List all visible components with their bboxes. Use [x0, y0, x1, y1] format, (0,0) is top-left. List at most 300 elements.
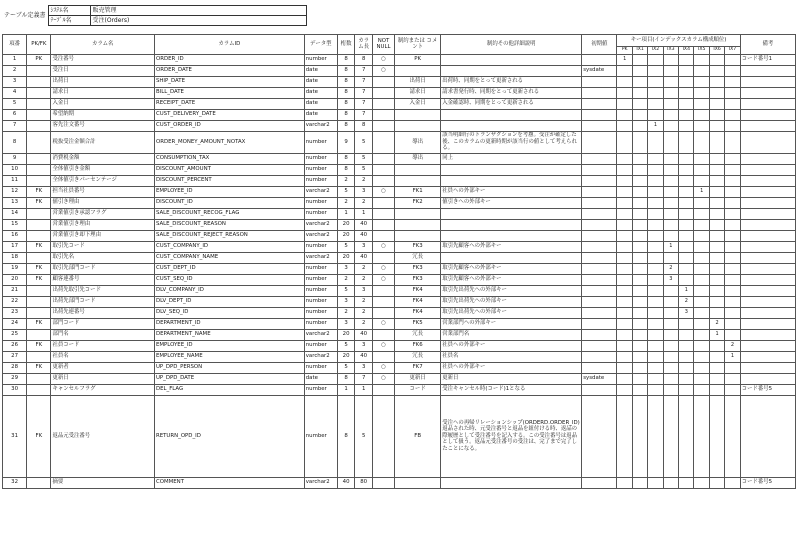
cell-width: 2 [355, 197, 373, 208]
cell-no: 32 [3, 477, 27, 488]
cell-key-ix4 [679, 197, 694, 208]
cell-key-ix2 [648, 175, 663, 186]
cell-column-id: DISCOUNT_AMOUNT [154, 164, 304, 175]
cell-key-ix7 [725, 98, 740, 109]
cell-column-id: DEPARTMENT_NAME [154, 329, 304, 340]
cell-digits: 3 [337, 263, 355, 274]
cell-not-null [372, 208, 394, 219]
cell-key-ix2 [648, 340, 663, 351]
cell-digits: 5 [337, 340, 355, 351]
cell-column-id: CUST_DELIVERY_DATE [154, 109, 304, 120]
cell-column-name: 部門名 [51, 329, 155, 340]
cell-initial [582, 274, 617, 285]
cell-key-ix5 [694, 164, 709, 175]
cell-column-name: 更新日 [51, 373, 155, 384]
cell-digits: 8 [337, 98, 355, 109]
cell-key-ix2 [648, 87, 663, 98]
cell-key-pk [617, 230, 632, 241]
cell-key-ix5 [694, 307, 709, 318]
cell-column-name: 営業値引き却下理由 [51, 230, 155, 241]
sheet-header [2, 5, 307, 26]
cell-basis: 更新日 [395, 373, 441, 384]
cell-key-ix6 [709, 131, 724, 153]
cell-key-ix6 [709, 252, 724, 263]
cell-basis: FK3 [395, 274, 441, 285]
header-key-ix3: IX3 [663, 47, 678, 55]
cell-key-ix2 [648, 164, 663, 175]
cell-basis: FK4 [395, 307, 441, 318]
cell-key-ix3: 1 [663, 241, 678, 252]
cell-data-type: date [304, 373, 337, 384]
cell-key-ix6 [709, 296, 724, 307]
table-row [3, 241, 796, 252]
cell-width: 8 [355, 120, 373, 131]
cell-key-ix5 [694, 384, 709, 395]
cell-description [441, 54, 582, 65]
cell-width: 80 [355, 477, 373, 488]
cell-not-null [372, 384, 394, 395]
cell-initial [582, 340, 617, 351]
cell-remarks [740, 164, 795, 175]
cell-data-type: number [304, 384, 337, 395]
cell-remarks [740, 120, 795, 131]
cell-key-ix2 [648, 219, 663, 230]
cell-key-ix5 [694, 340, 709, 351]
cell-column-id: DISCOUNT_ID [154, 197, 304, 208]
cell-key-ix4 [679, 395, 694, 477]
cell-key-pk [617, 263, 632, 274]
cell-column-id: UP_DPD_PERSON [154, 362, 304, 373]
header-description: 制約その他詳細説明 [441, 35, 582, 55]
cell-basis [395, 120, 441, 131]
cell-width: 7 [355, 373, 373, 384]
cell-digits: 5 [337, 362, 355, 373]
cell-key-ix1 [632, 98, 647, 109]
cell-pkfk: FK [27, 274, 51, 285]
cell-digits: 8 [337, 54, 355, 65]
cell-key-ix6 [709, 384, 724, 395]
cell-pkfk [27, 329, 51, 340]
cell-key-ix2 [648, 186, 663, 197]
cell-key-ix7 [725, 120, 740, 131]
cell-basis: 冗長 [395, 351, 441, 362]
cell-key-ix7 [725, 54, 740, 65]
cell-column-name: 取引先部門コード [51, 263, 155, 274]
cell-no: 9 [3, 153, 27, 164]
cell-column-name: 返品元受注番号 [51, 395, 155, 477]
cell-key-ix6 [709, 477, 724, 488]
cell-key-ix1 [632, 186, 647, 197]
cell-no: 16 [3, 230, 27, 241]
cell-key-pk [617, 197, 632, 208]
cell-column-id: CUST_COMPANY_ID [154, 241, 304, 252]
cell-basis [395, 164, 441, 175]
cell-key-ix2 [648, 477, 663, 488]
cell-digits: 40 [337, 477, 355, 488]
system-name-label: ｼｽﾃﾑ名 [48, 6, 90, 16]
table-row [3, 186, 796, 197]
cell-key-ix5 [694, 109, 709, 120]
cell-key-ix3 [663, 340, 678, 351]
cell-basis: 出荷日 [395, 76, 441, 87]
cell-not-null [372, 395, 394, 477]
cell-initial [582, 197, 617, 208]
cell-remarks [740, 208, 795, 219]
cell-column-name: 営業値引き承認フラグ [51, 208, 155, 219]
cell-initial [582, 318, 617, 329]
table-row [3, 164, 796, 175]
cell-description [441, 208, 582, 219]
cell-remarks [740, 197, 795, 208]
cell-no: 23 [3, 307, 27, 318]
cell-key-ix4 [679, 318, 694, 329]
cell-key-ix5 [694, 54, 709, 65]
cell-key-ix4 [679, 373, 694, 384]
table-row [3, 329, 796, 340]
cell-initial [582, 395, 617, 477]
cell-no: 13 [3, 197, 27, 208]
cell-pkfk [27, 164, 51, 175]
cell-not-null [372, 120, 394, 131]
cell-key-ix2 [648, 329, 663, 340]
header-basis: 制約または コメント [395, 35, 441, 55]
cell-key-pk [617, 274, 632, 285]
cell-key-ix4 [679, 384, 694, 395]
cell-column-name: 出荷日 [51, 76, 155, 87]
cell-description: 出荷時、同期をとって更新される [441, 76, 582, 87]
cell-key-ix5 [694, 362, 709, 373]
cell-digits: 1 [337, 384, 355, 395]
cell-width: 2 [355, 274, 373, 285]
cell-remarks [740, 87, 795, 98]
cell-key-ix7 [725, 373, 740, 384]
cell-not-null: ○ [372, 263, 394, 274]
cell-key-ix1 [632, 65, 647, 76]
cell-basis [395, 219, 441, 230]
cell-key-ix4 [679, 164, 694, 175]
cell-data-type: number [304, 54, 337, 65]
cell-key-ix7: 1 [725, 351, 740, 362]
cell-pkfk: FK [27, 340, 51, 351]
cell-key-ix4 [679, 131, 694, 153]
cell-key-ix3 [663, 329, 678, 340]
cell-key-ix4 [679, 208, 694, 219]
cell-key-ix6 [709, 241, 724, 252]
cell-width: 5 [355, 395, 373, 477]
cell-basis: FK6 [395, 340, 441, 351]
cell-key-ix7 [725, 164, 740, 175]
cell-key-ix3 [663, 307, 678, 318]
cell-no: 4 [3, 87, 27, 98]
cell-pkfk [27, 65, 51, 76]
cell-key-ix6 [709, 153, 724, 164]
cell-key-ix7 [725, 477, 740, 488]
cell-column-id: CUST_SEQ_ID [154, 274, 304, 285]
table-row [3, 384, 796, 395]
cell-digits: 8 [337, 164, 355, 175]
cell-data-type: varchar2 [304, 477, 337, 488]
cell-pkfk [27, 208, 51, 219]
cell-key-ix6: 2 [709, 318, 724, 329]
cell-column-name: 消費税金額 [51, 153, 155, 164]
cell-column-name: 担当社員番号 [51, 186, 155, 197]
cell-key-ix2 [648, 54, 663, 65]
cell-no: 22 [3, 296, 27, 307]
cell-width: 3 [355, 285, 373, 296]
cell-basis: 冗長 [395, 252, 441, 263]
table-row [3, 340, 796, 351]
cell-data-type: date [304, 87, 337, 98]
cell-column-id: RECEIPT_DATE [154, 98, 304, 109]
cell-key-ix7 [725, 307, 740, 318]
cell-key-ix5 [694, 131, 709, 153]
cell-key-ix6 [709, 175, 724, 186]
cell-initial [582, 241, 617, 252]
cell-key-ix5 [694, 477, 709, 488]
cell-key-ix4 [679, 340, 694, 351]
cell-key-pk [617, 87, 632, 98]
cell-width: 3 [355, 241, 373, 252]
table-row [3, 197, 796, 208]
cell-initial: sysdate [582, 65, 617, 76]
cell-basis: PK [395, 54, 441, 65]
cell-key-ix3 [663, 219, 678, 230]
cell-key-ix1 [632, 208, 647, 219]
header-no: 項番 [3, 35, 27, 55]
cell-basis: FK7 [395, 362, 441, 373]
cell-key-ix6 [709, 76, 724, 87]
cell-key-ix6 [709, 307, 724, 318]
cell-initial [582, 384, 617, 395]
cell-key-ix2 [648, 351, 663, 362]
cell-basis: FK5 [395, 318, 441, 329]
cell-width: 7 [355, 98, 373, 109]
cell-basis: FK4 [395, 296, 441, 307]
cell-width: 40 [355, 252, 373, 263]
table-row [3, 208, 796, 219]
cell-remarks [740, 186, 795, 197]
cell-digits: 3 [337, 296, 355, 307]
cell-key-ix7 [725, 131, 740, 153]
cell-pkfk [27, 153, 51, 164]
cell-digits: 8 [337, 120, 355, 131]
cell-key-ix5 [694, 274, 709, 285]
cell-pkfk [27, 98, 51, 109]
cell-initial [582, 109, 617, 120]
cell-column-id: EMPLOYEE_ID [154, 340, 304, 351]
cell-key-ix5 [694, 208, 709, 219]
header-key-ix7: IX7 [725, 47, 740, 55]
cell-basis: 導出 [395, 153, 441, 164]
cell-key-ix3 [663, 76, 678, 87]
cell-pkfk [27, 87, 51, 98]
cell-key-ix2 [648, 98, 663, 109]
cell-key-pk [617, 241, 632, 252]
cell-key-ix1 [632, 230, 647, 241]
cell-basis [395, 109, 441, 120]
cell-key-ix5 [694, 230, 709, 241]
cell-digits: 8 [337, 153, 355, 164]
cell-key-ix6 [709, 351, 724, 362]
cell-width: 2 [355, 263, 373, 274]
cell-key-ix6 [709, 230, 724, 241]
cell-key-ix3 [663, 384, 678, 395]
cell-key-ix2 [648, 395, 663, 477]
cell-width: 40 [355, 230, 373, 241]
cell-column-name: 社員コード [51, 340, 155, 351]
cell-key-ix6 [709, 120, 724, 131]
cell-key-pk [617, 153, 632, 164]
cell-key-pk [617, 175, 632, 186]
cell-key-ix7 [725, 208, 740, 219]
table-row [3, 296, 796, 307]
cell-initial [582, 307, 617, 318]
cell-basis [395, 477, 441, 488]
cell-data-type: number [304, 241, 337, 252]
cell-description [441, 65, 582, 76]
cell-description: 受注への再帰リレーションシップ(ORDERD.ORDER_ID)返品された時、元受注番号と返品を紐付ける時、返品の際履歴として受注番号を記入する。この受注番号は返品として扱う。返品元受注番号の受注は、完了まで完了したことになる。 [441, 395, 582, 477]
cell-key-pk [617, 219, 632, 230]
cell-key-pk [617, 65, 632, 76]
cell-key-ix4 [679, 76, 694, 87]
cell-key-ix6 [709, 219, 724, 230]
cell-key-ix3 [663, 477, 678, 488]
header-digits: 桁数 [337, 35, 355, 55]
cell-description: 社員への外部キー [441, 186, 582, 197]
cell-digits: 8 [337, 87, 355, 98]
cell-key-ix1 [632, 340, 647, 351]
cell-digits: 20 [337, 219, 355, 230]
cell-pkfk [27, 384, 51, 395]
cell-key-ix2 [648, 241, 663, 252]
cell-key-ix6 [709, 274, 724, 285]
cell-digits: 20 [337, 329, 355, 340]
cell-pkfk [27, 373, 51, 384]
table-row [3, 373, 796, 384]
cell-column-id: CUST_DEPT_ID [154, 263, 304, 274]
cell-digits: 8 [337, 373, 355, 384]
cell-key-pk [617, 109, 632, 120]
cell-key-ix3 [663, 109, 678, 120]
cell-no: 11 [3, 175, 27, 186]
cell-key-ix3 [663, 395, 678, 477]
cell-key-ix3 [663, 87, 678, 98]
cell-initial [582, 351, 617, 362]
cell-column-name: 全体値引き金額 [51, 164, 155, 175]
cell-not-null: ○ [372, 373, 394, 384]
cell-remarks [740, 362, 795, 373]
cell-data-type: varchar2 [304, 252, 337, 263]
cell-no: 27 [3, 351, 27, 362]
cell-data-type: date [304, 65, 337, 76]
cell-width: 1 [355, 384, 373, 395]
cell-description: 取引先出荷先への外部キー [441, 307, 582, 318]
cell-key-ix3 [663, 208, 678, 219]
cell-initial [582, 120, 617, 131]
cell-description [441, 230, 582, 241]
cell-key-pk [617, 296, 632, 307]
cell-key-ix1 [632, 153, 647, 164]
cell-initial [582, 186, 617, 197]
cell-key-ix6: 1 [709, 329, 724, 340]
cell-initial [582, 87, 617, 98]
header-column-name: カラム名 [51, 35, 155, 55]
cell-column-name: 部門コード [51, 318, 155, 329]
table-row [3, 175, 796, 186]
cell-remarks [740, 285, 795, 296]
cell-pkfk: PK [27, 54, 51, 65]
cell-column-name: 希望納期 [51, 109, 155, 120]
cell-key-ix2 [648, 252, 663, 263]
cell-remarks [740, 340, 795, 351]
cell-column-id: DEPARTMENT_ID [154, 318, 304, 329]
cell-width: 5 [355, 153, 373, 164]
cell-key-ix4 [679, 186, 694, 197]
cell-data-type: number [304, 296, 337, 307]
cell-key-ix3 [663, 98, 678, 109]
cell-width: 7 [355, 109, 373, 120]
cell-data-type: number [304, 153, 337, 164]
cell-not-null [372, 477, 394, 488]
cell-description [441, 175, 582, 186]
cell-no: 19 [3, 263, 27, 274]
cell-data-type: number [304, 307, 337, 318]
cell-width: 2 [355, 318, 373, 329]
cell-key-ix7 [725, 318, 740, 329]
cell-key-pk [617, 164, 632, 175]
cell-key-ix7 [725, 241, 740, 252]
cell-width: 7 [355, 65, 373, 76]
cell-not-null [372, 329, 394, 340]
cell-key-pk [617, 373, 632, 384]
cell-description: 請求書発行時、同期をとって更新される [441, 87, 582, 98]
cell-remarks [740, 263, 795, 274]
cell-digits: 3 [337, 318, 355, 329]
cell-pkfk [27, 219, 51, 230]
cell-pkfk: FK [27, 186, 51, 197]
table-row [3, 395, 796, 477]
cell-key-ix6 [709, 395, 724, 477]
table-name-value: 受注(Orders) [90, 16, 306, 26]
cell-key-ix1 [632, 296, 647, 307]
cell-remarks [740, 307, 795, 318]
cell-width: 3 [355, 186, 373, 197]
cell-column-id: DLV_DEPT_ID [154, 296, 304, 307]
cell-no: 12 [3, 186, 27, 197]
cell-key-ix5 [694, 395, 709, 477]
cell-key-ix1 [632, 384, 647, 395]
cell-key-ix1 [632, 477, 647, 488]
cell-key-pk [617, 477, 632, 488]
cell-key-ix7 [725, 197, 740, 208]
header-initial: 初期値 [582, 35, 617, 55]
cell-description: 社員への外部キー [441, 340, 582, 351]
cell-data-type: number [304, 395, 337, 477]
cell-pkfk [27, 120, 51, 131]
table-row [3, 274, 796, 285]
cell-key-ix5 [694, 252, 709, 263]
cell-digits: 20 [337, 351, 355, 362]
cell-remarks: コード番号1 [740, 54, 795, 65]
header-key-ix2: IX2 [648, 47, 663, 55]
cell-data-type: varchar2 [304, 120, 337, 131]
cell-description [441, 252, 582, 263]
cell-column-id: BILL_DATE [154, 87, 304, 98]
cell-column-id: EMPLOYEE_NAME [154, 351, 304, 362]
header-key-pk: PK [617, 47, 632, 55]
cell-basis: FK2 [395, 197, 441, 208]
cell-key-ix4 [679, 54, 694, 65]
